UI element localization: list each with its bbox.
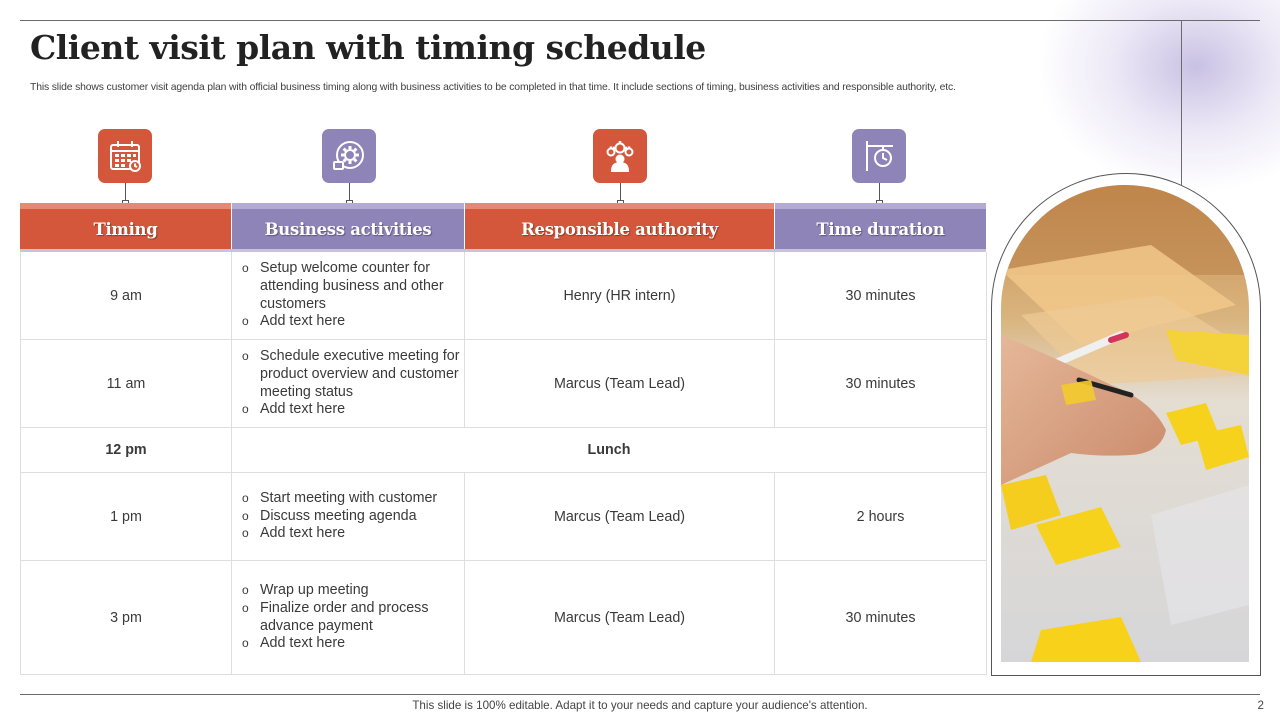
connector-line [125, 183, 126, 201]
activity-item: o Add text here [242, 635, 464, 653]
activity-item: o Finalize order and process advance payment [242, 600, 464, 635]
authority-cell[interactable]: Marcus (Team Lead) [465, 340, 775, 428]
sticky-notes-photo[interactable] [1001, 185, 1249, 662]
slide-title[interactable]: Client visit plan with timing schedule [30, 28, 706, 67]
corner-divider [1181, 20, 1182, 185]
activity-item: o Start meeting with customer [242, 490, 437, 508]
activity-item: o Wrap up meeting [242, 582, 464, 600]
time-cell[interactable]: 12 pm [20, 428, 232, 473]
top-divider [20, 20, 1260, 21]
connector-line [879, 183, 880, 201]
column-header-responsible-authority[interactable]: Responsible authority [465, 203, 774, 249]
slide-subtitle[interactable]: This slide shows customer visit agenda plan with official business timing along with business activities to be completed in that time. It include sections of timing, business activities and responsible authority, etc. [30, 82, 956, 93]
bottom-divider [20, 694, 1260, 695]
activity-list [242, 490, 437, 543]
activities-cell[interactable] [232, 340, 465, 428]
authority-cell[interactable]: Marcus (Team Lead) [465, 561, 775, 675]
column-header-timing[interactable]: Timing [20, 203, 231, 249]
footer-note[interactable]: This slide is 100% editable. Adapt it to your needs and capture your audience's attention. [412, 699, 868, 712]
corner-decoration [1040, 0, 1280, 190]
activity-item: o Discuss meeting agenda [242, 508, 437, 526]
activity-item: o Add text here [242, 313, 464, 331]
authority-cell[interactable]: Marcus (Team Lead) [465, 473, 775, 561]
connector-line [349, 183, 350, 201]
activity-item: o Setup welcome counter for attending business and other customers [242, 260, 464, 313]
column-header-business-activities[interactable]: Business activities [232, 203, 464, 249]
activity-item: o Add text here [242, 401, 464, 419]
team-gears-icon [593, 129, 647, 183]
page-number: 2 [1257, 699, 1264, 712]
duration-cell[interactable]: 30 minutes [775, 561, 987, 675]
activities-cell[interactable] [232, 252, 465, 340]
gear-process-icon [322, 129, 376, 183]
authority-cell[interactable]: Henry (HR intern) [465, 252, 775, 340]
activity-list [242, 348, 464, 418]
time-cell[interactable]: 11 am [20, 340, 232, 428]
activities-cell[interactable] [232, 561, 465, 675]
calendar-icon [98, 129, 152, 183]
duration-cell[interactable]: 30 minutes [775, 340, 987, 428]
connector-line [620, 183, 621, 201]
time-cell[interactable]: 1 pm [20, 473, 232, 561]
time-cell[interactable]: 3 pm [20, 561, 232, 675]
column-header-time-duration[interactable]: Time duration [775, 203, 986, 249]
activity-list [242, 260, 464, 330]
clock-sign-icon [852, 129, 906, 183]
duration-cell[interactable]: 2 hours [775, 473, 987, 561]
lunch-cell[interactable]: Lunch [232, 428, 987, 473]
time-cell[interactable]: 9 am [20, 252, 232, 340]
duration-cell[interactable]: 30 minutes [775, 252, 987, 340]
activity-item: o Add text here [242, 525, 437, 543]
activity-item: o Schedule executive meeting for product overview and customer meeting status [242, 348, 464, 401]
activity-list [242, 582, 464, 652]
activities-cell[interactable] [232, 473, 465, 561]
